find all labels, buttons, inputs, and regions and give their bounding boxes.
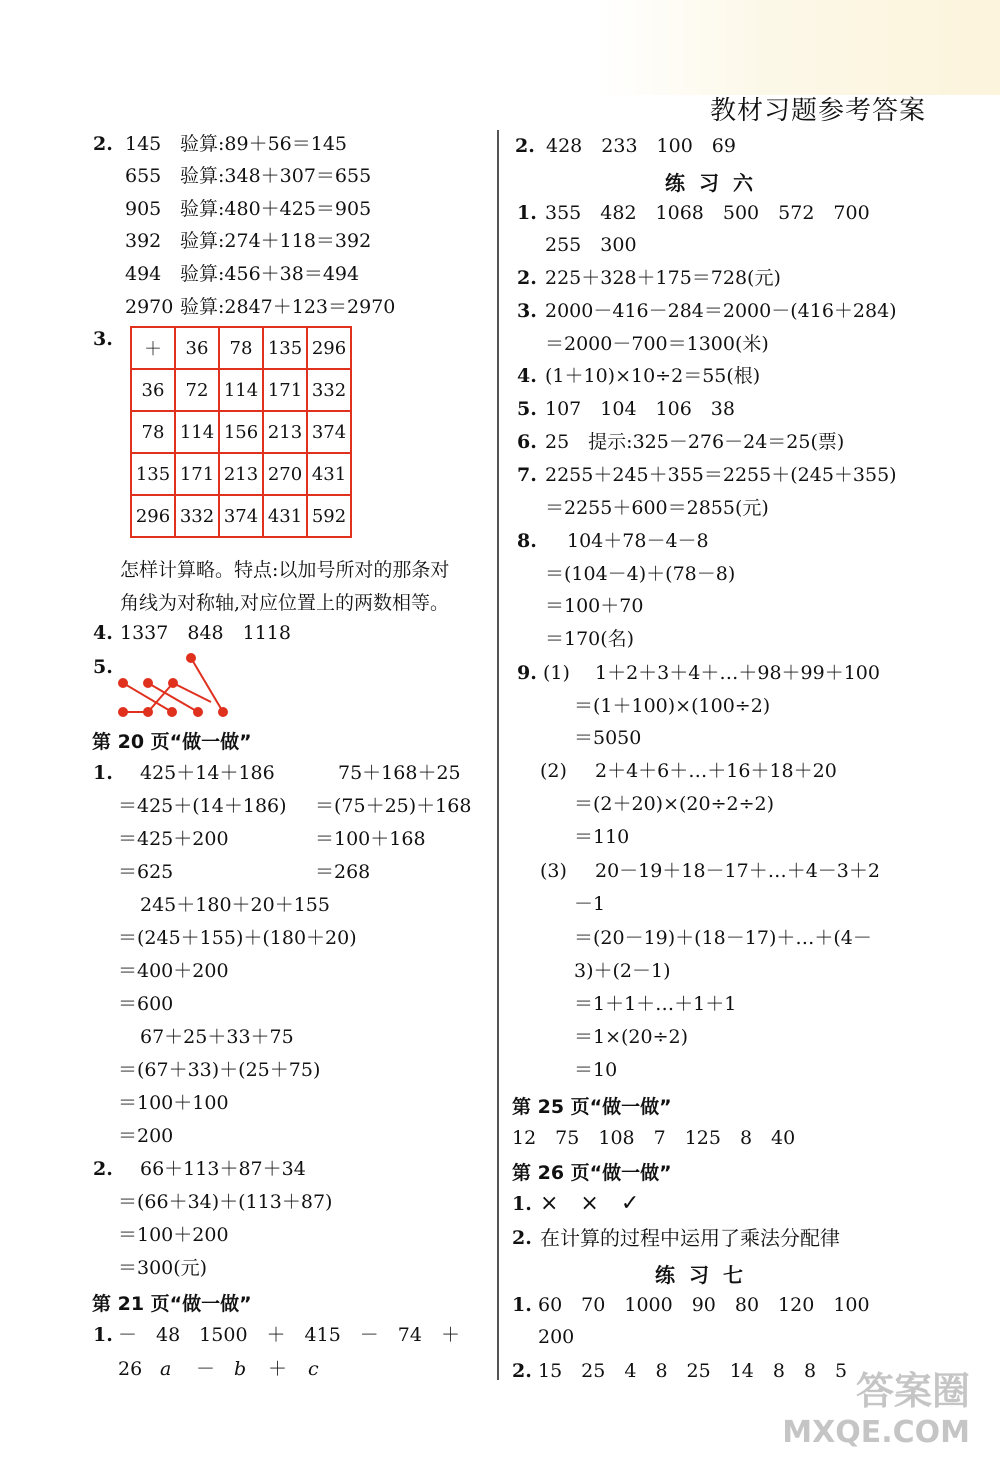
answer-value: 494: [125, 263, 162, 285]
answer-line: (1＋10)×10÷2＝55(根): [545, 365, 761, 387]
answer-value: 905: [125, 198, 162, 220]
question-number: 1.: [512, 1193, 532, 1215]
section-title-p26: 第 26 页“做一做”: [512, 1162, 672, 1184]
question-number: 3.: [93, 328, 113, 350]
table-cell: 374: [307, 411, 351, 453]
calc-line: ＝268: [315, 861, 371, 883]
table-cell: 78: [131, 411, 175, 453]
question-number: 7.: [517, 464, 537, 486]
question-number: 6.: [517, 431, 537, 453]
answer-value: 392: [125, 230, 162, 252]
question-number: 1.: [93, 762, 113, 784]
table-row: [131, 453, 351, 495]
addition-table: [130, 326, 352, 538]
calc-line: ＝5050: [574, 727, 642, 749]
section-title-p21: 第 21 页“做一做”: [92, 1293, 252, 1315]
sign-answer: 26: [118, 1358, 143, 1380]
watermark: [782, 1360, 970, 1450]
table-cell: 78: [219, 327, 263, 369]
calc-line: ＝425＋(14＋186): [118, 795, 287, 817]
answer-value: 2970: [125, 296, 174, 318]
table-cell: 270: [263, 453, 307, 495]
table-cell: 592: [307, 495, 351, 537]
calc-line: 425＋14＋186: [140, 762, 275, 784]
check-calc: 验算:274＋118＝392: [180, 230, 372, 252]
question-number: 9.: [517, 662, 537, 684]
calc-line: 20－19＋18－17＋…＋4－3＋2: [595, 860, 880, 882]
calc-line: ＝100＋200: [118, 1224, 229, 1246]
answer-line: 25 提示:325－276－24＝25(票): [545, 431, 845, 453]
question-number: 2.: [512, 1360, 532, 1382]
column-divider: [497, 130, 499, 1380]
answer-line: 200: [538, 1326, 575, 1348]
calc-line: ＝200: [118, 1125, 174, 1147]
q3-note-line-2: 角线为对称轴,对应位置上的两数相等。: [120, 592, 450, 614]
check-calc: 验算:2847＋123＝2970: [180, 296, 396, 318]
calc-line: ＝100＋100: [118, 1092, 229, 1114]
sign-answer: －: [196, 1358, 216, 1380]
exercise-7-title: 练习七: [655, 1263, 757, 1287]
part-label: (1): [543, 662, 570, 684]
table-cell: 332: [307, 369, 351, 411]
true-false-marks: × × ✓: [540, 1191, 640, 1216]
calc-line: 75＋168＋25: [338, 762, 461, 784]
variable-b: b: [234, 1358, 247, 1380]
part-label: (3): [540, 860, 567, 882]
matching-lines-diagram: [115, 650, 235, 720]
table-row: [131, 369, 351, 411]
question-number: 2.: [517, 267, 537, 289]
answer-line: 2000－416－284＝2000－(416＋284): [545, 300, 897, 322]
table-cell: 114: [219, 369, 263, 411]
part-label: (2): [540, 760, 567, 782]
answer-line: 107 104 106 38: [545, 398, 735, 420]
table-cell: 36: [175, 327, 219, 369]
answer-line: ＝2000－700＝1300(米): [545, 333, 769, 355]
table-cell: 171: [175, 453, 219, 495]
calc-line: ＝(245＋155)＋(180＋20): [118, 927, 357, 949]
question-number: 8.: [517, 530, 537, 552]
calc-line: －1: [574, 893, 606, 915]
table-cell: 72: [175, 369, 219, 411]
calc-line: 1＋2＋3＋4＋…＋98＋99＋100: [595, 662, 880, 684]
calc-line: ＝(20－19)＋(18－17)＋…＋(4－: [574, 927, 872, 949]
answer-line: 在计算的过程中运用了乘法分配律: [540, 1226, 840, 1250]
sign-answer: ＋: [268, 1358, 288, 1380]
answer-value: 655: [125, 165, 162, 187]
question-number: 2.: [93, 133, 113, 155]
calc-line: 104＋78－4－8: [567, 530, 709, 552]
table-cell: 332: [175, 495, 219, 537]
answer-line: 355 482 1068 500 572 700: [545, 202, 870, 224]
calc-line: ＝(67＋33)＋(25＋75): [118, 1059, 321, 1081]
calc-line: 2＋4＋6＋…＋16＋18＋20: [595, 760, 837, 782]
answer-value: 145: [125, 133, 162, 155]
answer-line: 225＋328＋175＝728(元): [545, 267, 781, 289]
table-cell: 36: [131, 369, 175, 411]
table-cell: ＋: [131, 327, 175, 369]
answer-line: 255 300: [545, 234, 637, 256]
watermark-url: MXQE.COM: [782, 1415, 970, 1450]
table-cell: 213: [219, 453, 263, 495]
table-cell: 114: [175, 411, 219, 453]
question-number: 2.: [515, 135, 535, 157]
table-cell: 135: [131, 453, 175, 495]
answer-line: 60 70 1000 90 80 120 100: [538, 1294, 870, 1316]
question-number: 4.: [517, 365, 537, 387]
answer-line: 15 25 4 8 25 14 8 8 5: [538, 1360, 848, 1382]
question-number: 5.: [93, 656, 113, 678]
calc-line: ＝100＋70: [545, 595, 644, 617]
calc-line: ＝1×(20÷2): [574, 1026, 689, 1048]
check-calc: 验算:348＋307＝655: [180, 165, 372, 187]
table-cell: 296: [131, 495, 175, 537]
calc-line: ＝(2＋20)×(20÷2÷2): [574, 793, 775, 815]
check-calc: 验算:89＋56＝145: [180, 133, 348, 155]
table-row: [131, 495, 351, 537]
answer-line: 2255＋245＋355＝2255＋(245＋355): [545, 464, 897, 486]
answer-line: ＝2255＋600＝2855(元): [545, 497, 769, 519]
table-row: [131, 411, 351, 453]
table-cell: 296: [307, 327, 351, 369]
calc-line: ＝425＋200: [118, 828, 229, 850]
question-number: 2.: [512, 1227, 532, 1249]
table-cell: 431: [263, 495, 307, 537]
calc-line: ＝100＋168: [315, 828, 426, 850]
question-number: 1.: [517, 202, 537, 224]
question-number: 1.: [93, 1324, 113, 1346]
variable-a: a: [160, 1358, 172, 1380]
calc-line: ＝110: [574, 826, 630, 848]
calc-line: ＝1＋1＋…＋1＋1: [574, 993, 737, 1015]
page-header-title: 教材习题参考答案: [710, 96, 927, 126]
variable-c: c: [308, 1358, 319, 1380]
sign-answers: － 48 1500 ＋ 415 － 74 ＋: [118, 1324, 460, 1346]
exercise-6-title: 练习六: [665, 171, 767, 195]
q2-answer: 428 233 100 69: [546, 135, 736, 157]
calc-line: ＝600: [118, 993, 174, 1015]
question-number: 1.: [512, 1294, 532, 1316]
calc-line: ＝170(名): [545, 628, 635, 650]
section-title-p20: 第 20 页“做一做”: [92, 731, 252, 753]
answer-line: 12 75 108 7 125 8 40: [512, 1127, 796, 1149]
header-decoration: [600, 0, 1000, 95]
calc-line: 66＋113＋87＋34: [140, 1158, 306, 1180]
question-number: 4.: [93, 622, 113, 644]
watermark-text: 答案圈: [855, 1369, 970, 1413]
question-number: 2.: [93, 1158, 113, 1180]
calc-line: ＝(66＋34)＋(113＋87): [118, 1191, 333, 1213]
table-row: [131, 327, 351, 369]
calc-line: 245＋180＋20＋155: [140, 894, 330, 916]
check-calc: 验算:456＋38＝494: [180, 263, 360, 285]
q3-note-line-1: 怎样计算略。特点:以加号所对的那条对: [120, 559, 450, 581]
calc-line: 67＋25＋33＋75: [140, 1026, 294, 1048]
calc-line: ＝(1＋100)×(100÷2): [574, 695, 771, 717]
table-cell: 135: [263, 327, 307, 369]
question-number: 3.: [517, 300, 537, 322]
table-cell: 156: [219, 411, 263, 453]
calc-line: 3)＋(2－1): [574, 960, 671, 982]
table-cell: 171: [263, 369, 307, 411]
section-title-p25: 第 25 页“做一做”: [512, 1096, 672, 1118]
calc-line: ＝400＋200: [118, 960, 229, 982]
calc-line: ＝625: [118, 861, 174, 883]
q4-answer: 1337 848 1118: [120, 622, 291, 644]
calc-line: ＝(75＋25)＋168: [315, 795, 472, 817]
table-cell: 213: [263, 411, 307, 453]
calc-line: ＝(104－4)＋(78－8): [545, 563, 736, 585]
table-cell: 431: [307, 453, 351, 495]
table-cell: 374: [219, 495, 263, 537]
calc-line: ＝300(元): [118, 1257, 208, 1279]
question-number: 5.: [517, 398, 537, 420]
calc-line: ＝10: [574, 1059, 618, 1081]
check-calc: 验算:480＋425＝905: [180, 198, 372, 220]
